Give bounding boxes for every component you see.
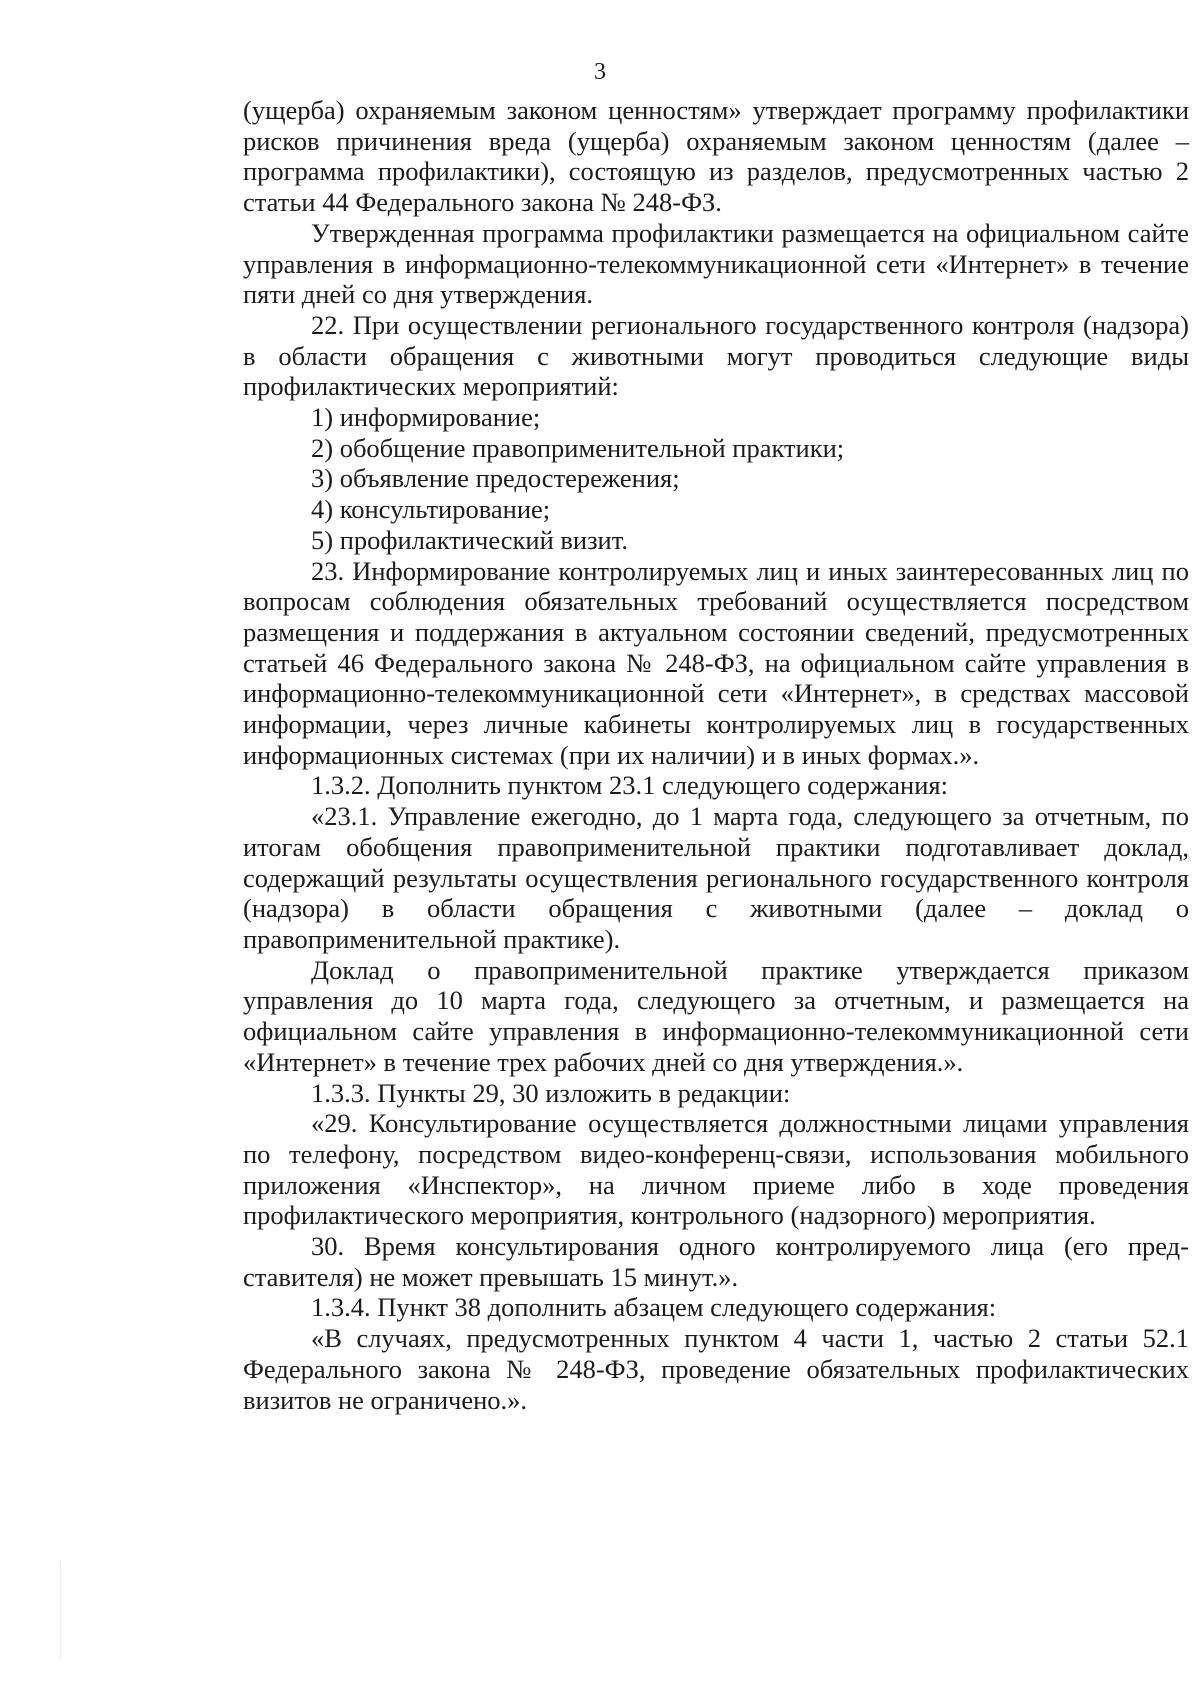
paragraph-item-23-1: «23.1. Управление ежегодно, до 1 марта года, следующего за отчетным, по итогам обобщения правоприменительной практики подготавливает доклад, содержащий результаты осуществления регионального государственного контроля (надзора) в области обращения с животными (далее – доклад о правоприменительной практике). <box>243 801 1189 954</box>
paragraph-1-3-3: 1.3.3. Пункты 29, 30 изложить в редакции: <box>311 1077 791 1108</box>
list-item-1: 1) информирование; <box>311 402 541 433</box>
paragraph-program-publication: Утвержденная программа профилактики размещается на официальном сайте управления в информационно-телекоммуникационной сети «Интернет» в течение пяти дней со дня утверждения. <box>243 217 1189 310</box>
document-body <box>243 95 1189 1415</box>
list-item-2: 2) обобщение правоприменительной практики; <box>311 432 845 463</box>
paragraph-item-22: 22. При осуществлении регионального государственного контроля (надзора) в области обращения с животными могут проводиться следующие виды профилактических мероприятий: <box>243 309 1189 402</box>
paragraph-1-3-2: 1.3.2. Дополнить пунктом 23.1 следующего содержания: <box>311 770 948 801</box>
list-item-4: 4) консультирование; <box>311 494 551 525</box>
list-item-5: 5) профилактический визит. <box>311 524 628 555</box>
paragraph-report-approval: Доклад о правоприменительной практике утверждается приказом управления до 10 марта года, следующего за отчетным, и размещается на официальном сайте управления в информационно-телекоммуникационной сети «Интернет» в течение трех рабочих дней со дня утверждения.». <box>243 954 1189 1077</box>
page-number: 3 <box>594 59 606 85</box>
paragraph-continuation: (ущерба) охраняемым законом ценностям» утверждает программу профилактики рисков причинения вреда (ущерба) охраняемым законом ценностям (далее – программа профилактики), состоящую из разделов, предусмотренных частью 2 статьи 44 Федерального закона № 248-ФЗ. <box>243 95 1189 218</box>
scan-margin-mark <box>60 1560 81 1660</box>
paragraph-1-3-4: 1.3.4. Пункт 38 дополнить абзацем следующего содержания: <box>311 1292 997 1323</box>
paragraph-item-23: 23. Информирование контролируемых лиц и иных заинтересованных лиц по вопросам соблюдения обязательных требований осуществляется посредством размещения и поддержания в актуальном состоянии сведений, предусмотренных статьей 46 Федерального закона № 248-ФЗ, на официальном сайте управления в информационно-телекоммуникационной сети «Интернет», в средствах массовой информации, через личные кабинеты контролируемых лиц в государственных информационных системах (при их наличии) и в иных формах.». <box>243 555 1189 770</box>
list-item-3: 3) объявление предостережения; <box>311 463 680 494</box>
paragraph-item-38-addition: «В случаях, предусмотренных пунктом 4 части 1, частью 2 статьи 52.1 Федерального закона № 248-ФЗ, проведение обязательных профилактических визитов не ограничено.». <box>243 1323 1189 1415</box>
paragraph-item-29: «29. Консультирование осуществляется должностными лицами управления по телефону, посредством видео-конференц-связи, использования мобильного приложения «Инспектор», на личном приеме либо в ходе проведения профилактического мероприятия, контрольного (надзорного) мероприятия. <box>243 1108 1189 1231</box>
paragraph-item-30: 30. Время консультирования одного контролируемого лица (его представителя) не может превышать 15 минут.». <box>243 1231 1189 1292</box>
